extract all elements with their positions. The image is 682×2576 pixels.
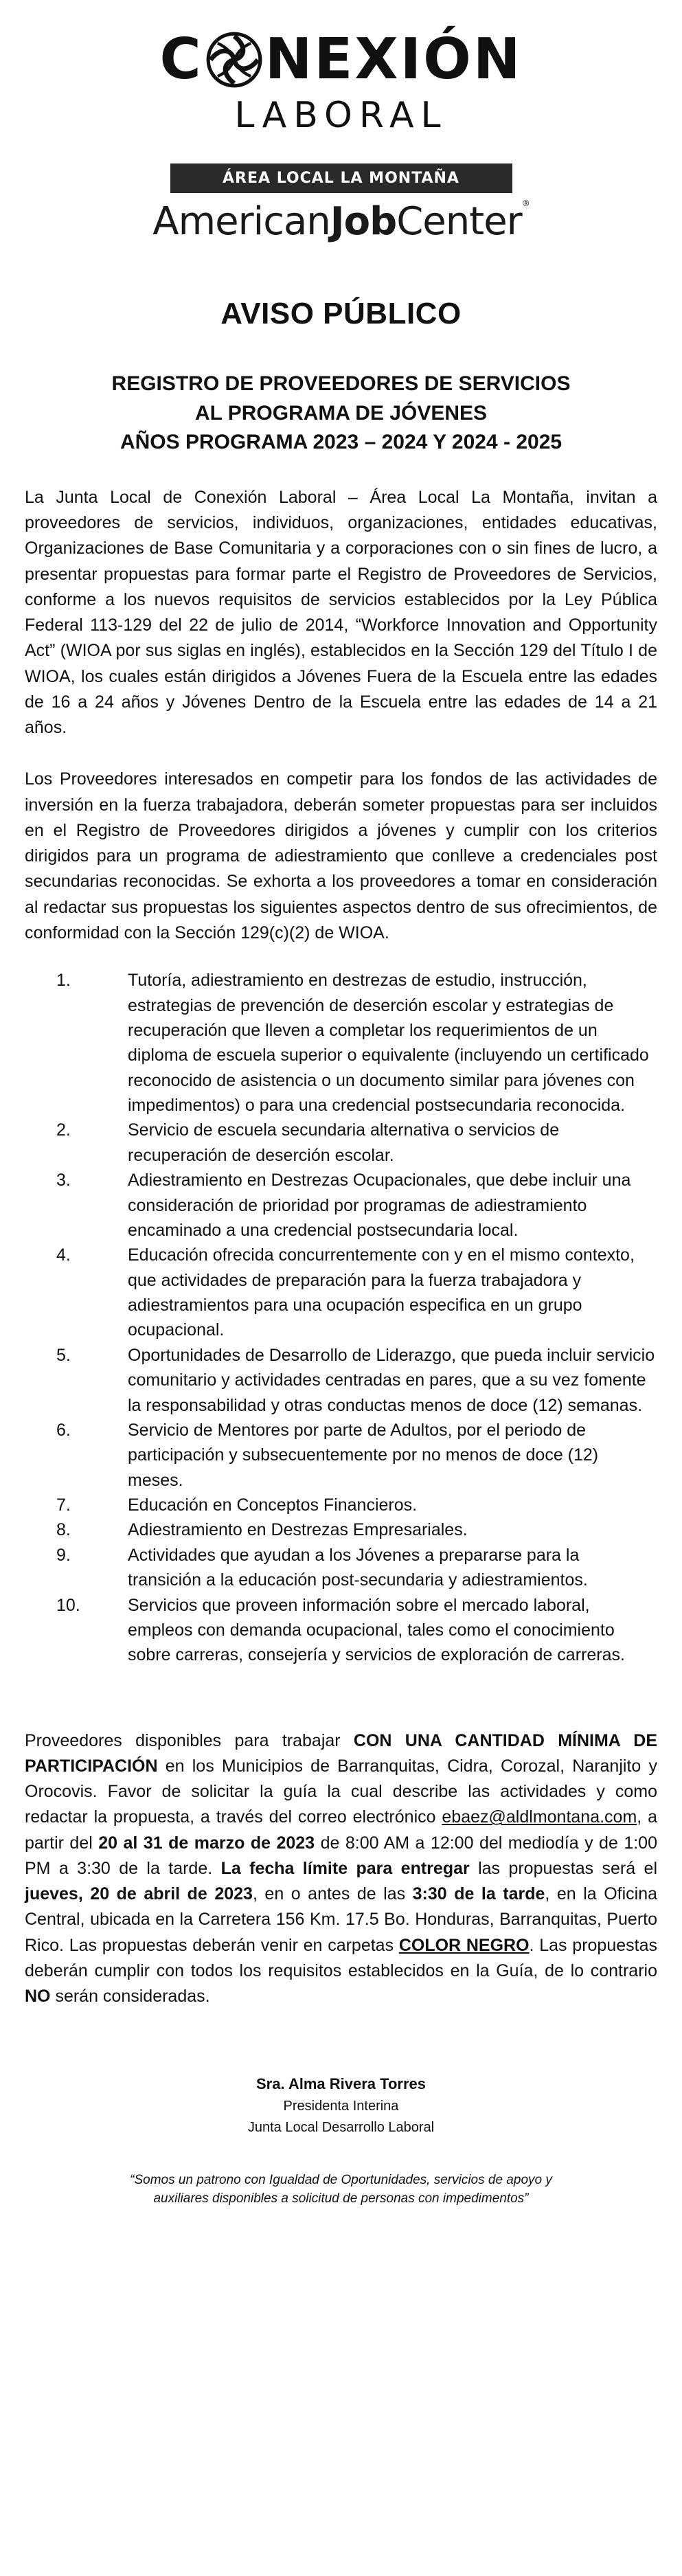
bold-span: NO bbox=[25, 1987, 51, 2007]
text-span: . Las propuestas deberán cumplir con todos los requisitos establecidos en la Guía, de lo contrario bbox=[25, 1935, 657, 1980]
list-item bbox=[29, 1593, 657, 1668]
conexion-laboral-logo bbox=[16, 0, 666, 92]
item-number: 5. bbox=[56, 1345, 71, 1365]
item-number: 10. bbox=[56, 1595, 80, 1615]
bold-span: CON UNA CANTIDAD MÍNIMA DE PARTICIPACIÓN bbox=[25, 1730, 657, 1776]
notice-subtitle bbox=[16, 370, 666, 457]
item-text: Servicios que proveen información sobre el mercado laboral, empleos con demanda ocupacional, tales como el conocimiento sobre carreras, consejería y servicios de exploración de carreras. bbox=[128, 1595, 625, 1665]
text-span: las propuestas será el bbox=[469, 1858, 657, 1878]
list-item bbox=[29, 1343, 657, 1418]
item-text: Servicio de escuela secundaria alternativa o servicios de recuperación de deserción escolar. bbox=[128, 1120, 560, 1165]
text-span: Proveedores disponibles para trabajar bbox=[25, 1730, 354, 1750]
item-number: 3. bbox=[56, 1171, 71, 1190]
item-number: 4. bbox=[56, 1245, 71, 1265]
list-item bbox=[29, 1243, 657, 1343]
ajc-text-center: Center bbox=[396, 199, 522, 244]
equal-opportunity-footer bbox=[16, 2171, 666, 2208]
brand-subtitle: LABORAL bbox=[234, 95, 448, 136]
signer-name: Sra. Alma Rivera Torres bbox=[255, 2075, 426, 2093]
footer-line-2: auxiliares disponibles a solicitud de personas con impedimentos” bbox=[153, 2191, 529, 2206]
submission-paragraph bbox=[25, 1728, 657, 2010]
brand-name: NEXIÓN bbox=[264, 27, 523, 92]
item-text: Educación ofrecida concurrentemente con y en el mismo contexto, que actividades de preparación para la fuerza trabajadora y adiestramientos para una ocupación especifica en un grupo ocupacional. bbox=[128, 1245, 635, 1340]
brand-letter-c: C bbox=[159, 27, 203, 92]
text-span: de 8:00 AM a 12:00 del mediodía y de 1:00 PM a 3:30 de la tarde. bbox=[25, 1833, 657, 1878]
item-text: Oportunidades de Desarrollo de Liderazgo, que pueda incluir servicio comunitario y actividades centradas en pares, que a su vez fomente la responsabilidad y otras conductas menos de doce (12) semanas. bbox=[128, 1345, 655, 1415]
item-text: Actividades que ayudan a los Jóvenes a prepararse para la transición a la educación post-secundaria y adiestramientos. bbox=[128, 1545, 588, 1590]
list-item bbox=[29, 1168, 657, 1243]
bold-span: La fecha límite para entregar bbox=[220, 1858, 470, 1878]
bold-span: 3:30 de la tarde bbox=[412, 1884, 545, 1904]
footer-line-1: “Somos un patrono con Igualdad de Oportunidades, servicios de apoyo y bbox=[130, 2173, 552, 2188]
signer-role bbox=[16, 2096, 666, 2138]
item-text: Adiestramiento en Destrezas Empresariales. bbox=[128, 1520, 468, 1540]
bold-span: jueves, 20 de abril de 2023 bbox=[25, 1884, 253, 1904]
list-item bbox=[29, 1418, 657, 1493]
american-job-center-logo bbox=[16, 199, 666, 245]
bold-span: 20 al 31 de marzo de 2023 bbox=[98, 1833, 315, 1853]
providers-paragraph: Los Proveedores interesados en competir para los fondos de las actividades de inversión en la fuerza trabajadora, deberán someter propuestas para ser incluidos en el Registro de Proveedores dirigidos a jóvenes y cumplir con los criterios dirigidos para un programa de adiestramiento que conlleve a credenciales post secundarias reconocidas. Se exhorta a los proveedores a tomar en consideración al redactar sus propuestas los siguientes aspectos dentro de sus ofrecimientos, de conformidad con la Sección 129(c)(2) de WIOA. bbox=[25, 769, 657, 942]
item-number: 8. bbox=[56, 1520, 71, 1540]
list-item bbox=[29, 1493, 657, 1517]
registered-mark: ® bbox=[521, 199, 530, 208]
signer-organization: Junta Local Desarrollo Laboral bbox=[247, 2120, 435, 2136]
item-text: Servicio de Mentores por parte de Adultos, por el periodo de participación y subsecuentemente por no menos de doce (12) meses. bbox=[128, 1420, 599, 1490]
item-text: Educación en Conceptos Financieros. bbox=[128, 1495, 418, 1515]
item-number: 1. bbox=[56, 971, 71, 991]
brand-swirl-icon bbox=[205, 30, 264, 89]
notice-title: AVISO PÚBLICO bbox=[220, 297, 462, 331]
contact-email-link[interactable]: ebaez@aldlmontana.com bbox=[442, 1807, 637, 1827]
item-number: 6. bbox=[56, 1420, 71, 1440]
item-number: 2. bbox=[56, 1120, 71, 1140]
text-span: , en o antes de las bbox=[252, 1884, 413, 1904]
bold-span: COLOR NEGRO bbox=[398, 1935, 530, 1955]
services-list bbox=[29, 968, 657, 1668]
header bbox=[16, 0, 666, 245]
ajc-text-american: American bbox=[152, 199, 330, 244]
text-span: , a partir del bbox=[25, 1807, 658, 1853]
list-item bbox=[29, 1517, 657, 1542]
subtitle-line-1: REGISTRO DE PROVEEDORES DE SERVICIOS bbox=[111, 372, 571, 396]
list-item bbox=[29, 968, 657, 1118]
item-text: Adiestramiento en Destrezas Ocupacionales, que debe incluir una consideración de prioridad por programas de adiestramiento encaminado a una credencial postsecundaria local. bbox=[128, 1171, 631, 1240]
subtitle-line-2: AL PROGRAMA DE JÓVENES bbox=[194, 401, 488, 425]
list-item bbox=[29, 1118, 657, 1168]
text-span: , en la Oficina Central, ubicada en la Carretera 156 Km. 17.5 Bo. Honduras, Barranquitas, Puerto Rico. Las propuestas deberán venir en carpetas bbox=[25, 1884, 658, 1955]
text-span: serán consideradas. bbox=[50, 1987, 210, 2007]
signature-block bbox=[16, 2075, 666, 2138]
area-banner: ÁREA LOCAL LA MONTAÑA bbox=[170, 163, 512, 193]
item-number: 9. bbox=[56, 1545, 71, 1565]
intro-paragraph: La Junta Local de Conexión Laboral – Área Local La Montaña, invitan a proveedores de servicios, individuos, organizaciones, entidades educativas, Organizaciones de Base Comunitaria y a corporaciones con o sin fines de lucro, a presentar propuestas para formar parte el Registro de Proveedores de Servicios, conforme a los nuevos requisitos de servicios establecidos por la Ley Pública Federal 113-129 del 22 de julio de 2014, “Workforce Innovation and Opportunity Act” (WIOA por sus siglas en inglés), establecidos en la Sección 129 del Título I de WIOA, los cuales están dirigidos a Jóvenes Fuera de la Escuela entre las edades de 16 a 24 años y Jóvenes Dentro de la Escuela entre las edades de 14 a 21 años. bbox=[25, 487, 657, 738]
ajc-text-job: Job bbox=[330, 199, 397, 244]
text-span: en los Municipios de Barranquitas, Cidra, Corozal, Naranjito y Orocovis. Favor de solicitar la guía la cual describe las actividades y como redactar la propuesta, a través del correo electrónico bbox=[25, 1756, 657, 1827]
item-text: Tutoría, adiestramiento en destrezas de estudio, instrucción, estrategias de prevención de deserción escolar y estrategias de recuperación que lleven a completar los requerimientos de un diploma de escuela superior o equivalente (incluyendo un certificado reconocido de asistencia o un documento similar para jóvenes con impedimentos) o para una credencial postsecundaria reconocida. bbox=[128, 971, 649, 1116]
item-number: 7. bbox=[56, 1495, 71, 1515]
subtitle-line-3: AÑOS PROGRAMA 2023 – 2024 Y 2024 - 2025 bbox=[120, 431, 562, 454]
list-item bbox=[29, 1543, 657, 1593]
signer-title: Presidenta Interina bbox=[283, 2099, 399, 2114]
